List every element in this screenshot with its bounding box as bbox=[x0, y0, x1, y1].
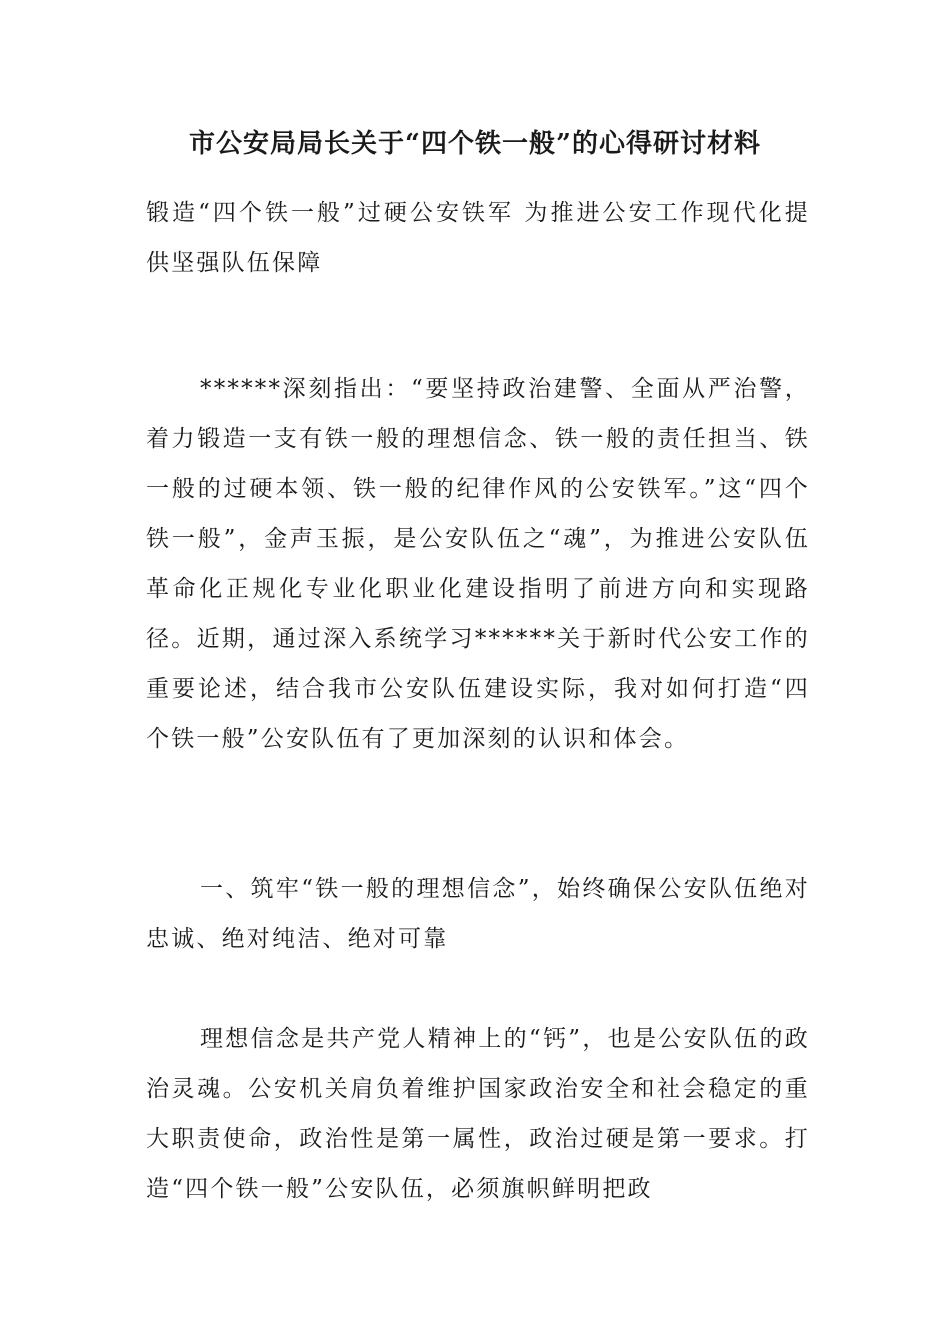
paragraph-section-1: 理想信念是共产党人精神上的“钙”，也是公安队伍的政治灵魂。公安机关肩负着维护国家政治安全和社会稳定的重大职责使命，政治性是第一属性，政治过硬是第一要求。打造“四个铁一般”公安队伍，必须旗帜鲜明把政 bbox=[146, 1026, 810, 1202]
document-title: 市公安局局长关于“四个铁一般”的心得研讨材料 bbox=[189, 129, 761, 159]
document-subtitle: 锻造“四个铁一般”过硬公安铁军 为推进公安工作现代化提供坚强队伍保障 bbox=[146, 200, 810, 276]
paragraph-intro: ******深刻指出：“要坚持政治建警、全面从严治警，着力锻造一支有铁一般的理想信念、铁一般的责任担当、铁一般的过硬本领、铁一般的纪律作风的公安铁军。”这“四个铁一般”，金声玉振，是公安队伍之“魂”，为推进公安队伍革命化正规化专业化职业化建设指明了前进方向和实现路径。近期，通过深入系统学习******关于新时代公安工作的重要论述，结合我市公安队伍建设实际，我对如何打造“四个铁一般”公安队伍有了更加深刻的认识和体会。 bbox=[146, 376, 810, 752]
section-heading-1: 一、筑牢“铁一般的理想信念”，始终确保公安队伍绝对忠诚、绝对纯洁、绝对可靠 bbox=[146, 876, 810, 952]
